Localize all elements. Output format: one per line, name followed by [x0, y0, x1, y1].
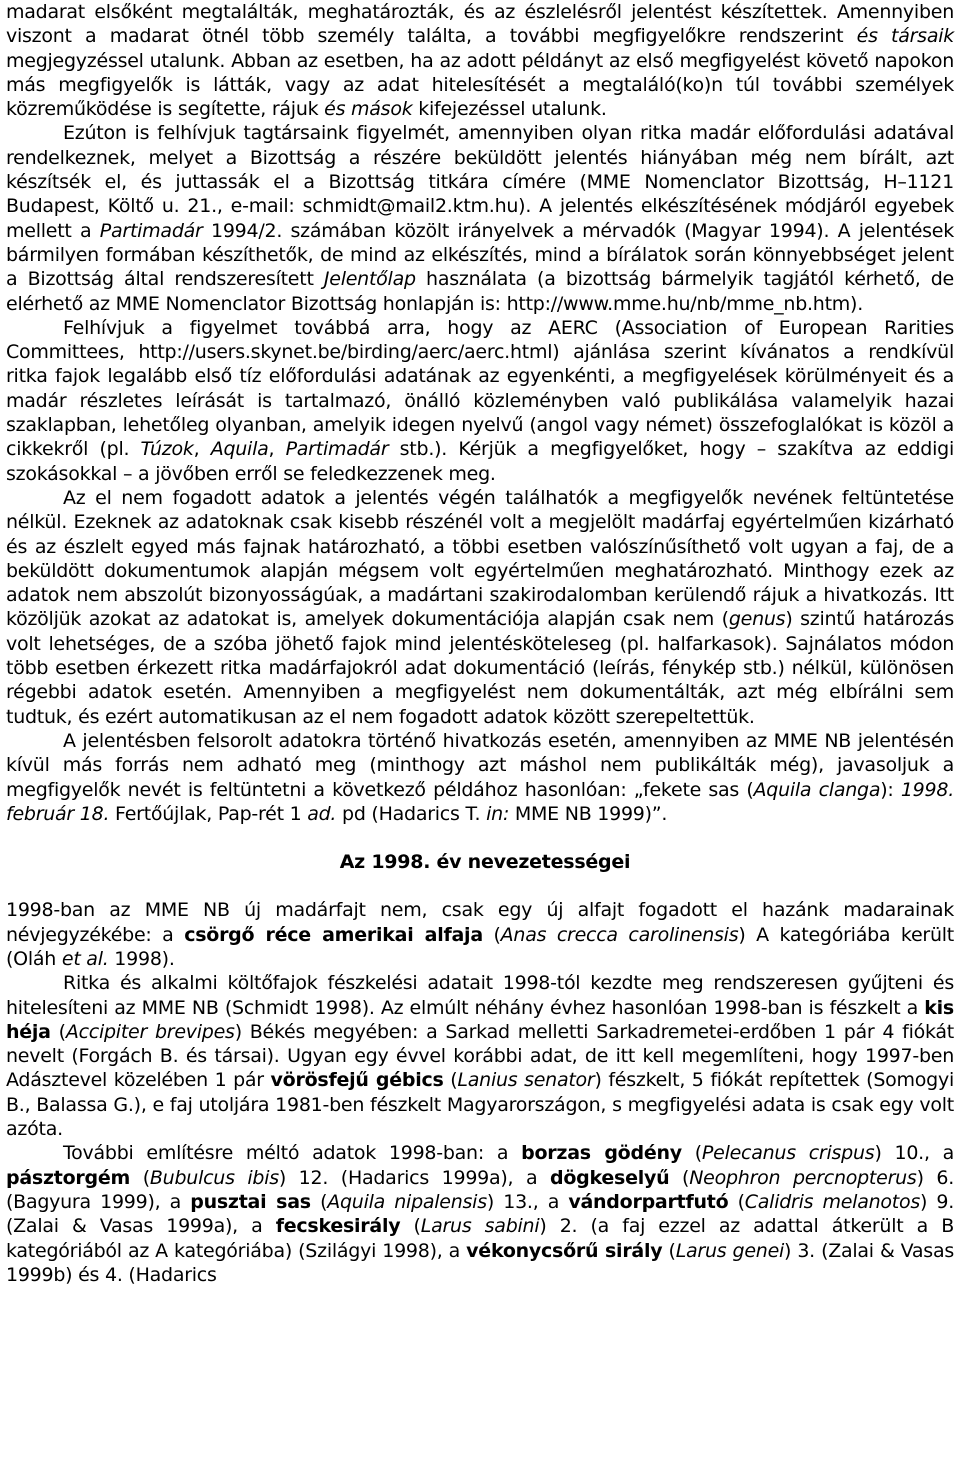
paragraph: [0, 0, 960, 121]
italic-term: Calidris melanotos: [744, 1190, 920, 1213]
text-run: A jelentésben felsorolt adatokra történő hivatkozás esetén, amennyiben az MME NB jelentésén kívül más forrás nem adható meg (minthogy azt máshol nem publikálták még), javasoljuk a megfigyelők nevét is feltüntetni a következő példához hasonlóan: „fekete sas (: [6, 729, 954, 801]
text-run: ) Békés megyében: a Sarkad melletti Sarkadremetei-erdőben 1 pár 4 fiókát nevelt (Forgách B. és társai). Ugyan egy évvel korábbi adat, de itt kell megemlíteni, hogy 1997-ben Adásztevel közelében 1 pár: [6, 1020, 955, 1092]
text-run: Az el nem fogadott adatok a jelentés végén találhatók a megfigyelők nevének feltüntetése nélkül. Ezeknek az adatoknak csak kisebb részénél volt a megjelölt madárfaj egyértelműen kizárható és az észlelt egyed más fajnak határozható, a többi esetben valószínűsíthető volt ugyan a faj, de a beküldött dokumentumok alapján mégsem volt egyértelműen meghatározható. Minthogy ezek az adatok nem abszolút bizonyosságúak, a madártani szakirodalomban kerülendő rájuk a hivatkozás. Itt közöljük azokat az adatokat is, amelyek dokumentációja alapján csak nem (: [6, 486, 954, 631]
italic-term: Aquila: [210, 438, 269, 461]
italic-term: Accipiter brevipes: [65, 1020, 235, 1043]
text-run: 1998-ban az MME NB új madárfajt nem, csak egy új alfajt fogadott el hazánk madarainak névjegyzékébe: a: [6, 899, 954, 946]
text-run: ) 9. (Zalai & Vasas 1999a), a: [6, 1190, 954, 1238]
text-run: ) 13., a: [486, 1190, 569, 1213]
text-run: Fertőújlak, Pap-rét 1: [109, 802, 308, 825]
text-run: ) 3. (Zalai & Vasas 1999b) és 4. (Hadarics: [6, 1239, 954, 1286]
text-run: ) 10., a: [874, 1142, 955, 1165]
section-heading: Az 1998. év nevezetességei: [339, 851, 631, 874]
text-run: (: [50, 1020, 66, 1043]
text-run: ) A kategóriába került (Oláh: [6, 923, 954, 970]
italic-term: Lanius senator: [457, 1069, 595, 1092]
italic-term: Partimadár: [99, 219, 203, 242]
italic-term: Pelecanus crispus: [701, 1142, 875, 1165]
text-run: (: [310, 1190, 328, 1213]
italic-term: Túzok: [140, 438, 194, 461]
text-run: használata (a bizottság bármelyik tagjától kérhető, de elérhető az MME Nomenclator Bizottság honlapján is: http://www.mme.hu/nb/mme_nb.htm).: [6, 268, 954, 315]
text-run: ):: [880, 778, 901, 801]
text-run: kifejezéssel utalunk.: [412, 98, 607, 121]
text-run: megjegyzéssel utalunk. Abban az esetben, ha az adott példányt az első megfigyelést követő napokon más megfigyelők is látták, vagy az adat hitelesítését a megtaláló(ko)n túl további személyek közreműködése is segítette, rájuk: [6, 49, 954, 121]
text-run: (: [130, 1166, 150, 1189]
italic-term: Partimadár: [285, 438, 389, 461]
paragraph: [0, 729, 960, 826]
text-run: 1998).: [108, 947, 175, 970]
text-run: ) 12. (Hadarics 1999a), a: [278, 1166, 551, 1189]
text-run: ,: [268, 438, 286, 461]
italic-term: Neophron percnopterus: [689, 1166, 917, 1189]
text-run: Ritka és alkalmi költőfajok fészkelési adatait 1998-tól kezdte meg rendszeresen gyűjteni és hitelesíteni az MME NB (Schmidt 1998). Az elmúlt néhány évhez hasonlóan 1998-ban is fészkelt a: [6, 972, 954, 1019]
paragraph: [0, 316, 960, 486]
bold-term: pusztai sas: [190, 1190, 311, 1213]
text-run: stb.). Kérjük a megfigyelőket, hogy – szakítva az eddigi szokásokkal – a jövőben erről se feledkezzenek meg.: [6, 438, 954, 485]
text-run: ,: [193, 438, 211, 461]
text-run: ) szintű határozás volt lehetséges, de a szóba jöhető fajok mind jelentésköteleseg (pl. halfarkasok). Sajnálatos módon több esetben érkezett ritka madárfajokról adat dokumentáció (leírás, fénykép stb.) nélkül, különösen régebbi adatok esetén. Amennyiben a megfigyelést nem dokumentálták, azt még elbírálni sem tudtuk, és ezért automatikusan az el nem fogadott adatok között szerepeltettük.: [6, 608, 954, 728]
italic-term: Jelentőlap: [323, 268, 416, 291]
text-run: További említésre méltó adatok 1998-ban: a: [63, 1142, 522, 1165]
paragraph: [0, 486, 960, 729]
text-run: (: [400, 1215, 421, 1238]
text-run: madarat elsőként megtalálták, meghatározták, és az észlelésről jelentést készítettek. Amennyiben viszont a madarat ötnél több személy találta, a további megfigyelőkre rendszerint: [6, 1, 954, 48]
text-run: (: [443, 1069, 458, 1092]
paragraph: [0, 898, 960, 971]
text-run: Felhívjuk a figyelmet továbbá arra, hogy az AERC (Association of European Rarities Committees, http://users.skynet.be/birding/aerc/aerc.html) ajánlása szerint kívánatos a rendkívül ritka fajok legalább első tíz előfordulási adatának az egyenkénti, a megfigyelések körülményeit és a madár részletes leírását is tartalmazó, önálló közleményben való publikálása valamelyik hazai szaklapban, lehetőleg olyanban, amelyik idegen nyelvű (angol vagy német) összefoglalókat is közöl a cikkekről (pl.: [6, 316, 954, 461]
bold-term: dögkeselyű: [550, 1166, 670, 1189]
text-run: pd (Hadarics T.: [336, 802, 487, 825]
italic-term: in:: [486, 802, 510, 825]
bold-term: csörgő réce amerikai alfaja: [184, 923, 483, 946]
italic-term: et al.: [61, 947, 109, 970]
bold-term: pásztorgém: [6, 1166, 131, 1189]
bold-term: vörösfejű gébics: [270, 1069, 444, 1092]
italic-term: és mások: [324, 98, 413, 121]
italic-term: és társaik: [856, 25, 954, 48]
bold-term: vándorpartfutó: [568, 1190, 729, 1213]
text-run: ) fészkelt, 5 fiókát repítettek (Somogyi B., Balassa G.), e faj utoljára 1981-ben fészkelt Magyarországon, s megfigyelési adata is csak egy volt azóta.: [6, 1069, 954, 1141]
italic-term: 1998. február 18.: [6, 778, 954, 825]
italic-term: Aquila clanga: [753, 778, 881, 801]
bold-term: vékonycsőrű sirály: [466, 1239, 663, 1262]
bold-term: borzas gödény: [521, 1142, 682, 1165]
italic-term: Larus sabini: [420, 1215, 540, 1238]
italic-term: Bubulcus ibis: [149, 1166, 279, 1189]
text-run: MME NB 1999)”.: [509, 802, 668, 825]
italic-term: genus: [728, 608, 786, 631]
paragraph: [0, 1141, 960, 1287]
text-run: ) 6. (Bagyura 1999), a: [6, 1166, 955, 1213]
bold-term: fecskesirály: [275, 1215, 401, 1238]
text-run: (: [681, 1142, 702, 1165]
italic-term: Larus genei: [675, 1239, 785, 1262]
text-run: (: [728, 1190, 745, 1213]
text-run: (: [669, 1166, 690, 1189]
text-run: 1994/2. számában közölt irányelvek a mérvadók (Magyar 1994). A jelentések bármilyen formában készíthetők, de mind az elkészítés, mind a bírálatok során könnyebbséget jelent a Bizottság által rendszeresített: [6, 219, 954, 291]
bold-term: kis héja: [6, 996, 954, 1043]
italic-term: ad.: [307, 802, 337, 825]
text-run: (: [662, 1239, 676, 1262]
body-text-section-2: [0, 898, 960, 1287]
paragraph: [0, 971, 960, 1141]
text-run: ) 2. (a faj ezzel az adattal átkerült a B kategóriából az A kategóriába) (Szilágyi 1998), a: [6, 1215, 954, 1262]
italic-term: Anas crecca carolinensis: [500, 923, 739, 946]
text-run: (: [482, 923, 501, 946]
paragraph: [0, 121, 960, 315]
text-run: Ezúton is felhívjuk tagtársaink figyelmét, amennyiben olyan ritka madár előfordulási adatával rendelkeznek, melyet a Bizottság a részére beküldött jelentés hiányában még nem bírált, azt készítsék el, és juttassák el a Bizottság titkára címére (MME Nomenclator Bizottság, H–1121 Budapest, Költő u. 21., e-mail: schmidt@mail2.ktm.hu). A jelentés elkészítésének módjáról egyebek mellett a: [6, 122, 954, 242]
italic-term: Aquila nipalensis: [327, 1190, 487, 1213]
